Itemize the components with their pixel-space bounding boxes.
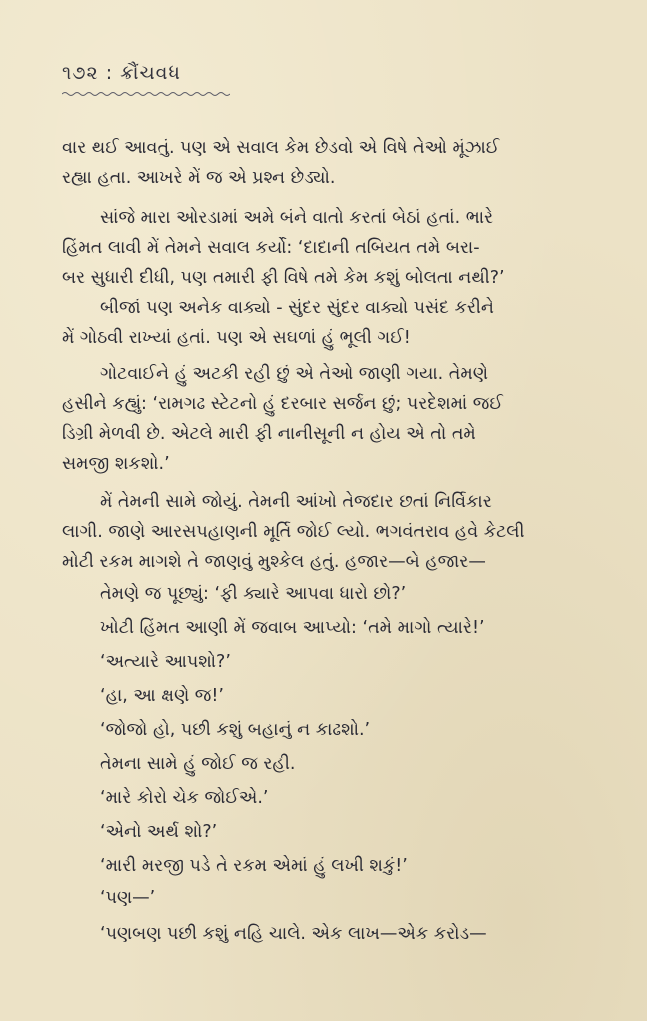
- running-head: ૧૭૨ : ક્રૌંચવધ: [62, 62, 181, 84]
- text-line: ‘મારી મરજી પડે તે રકમ એમાં હું લખી શકું!’: [100, 856, 408, 876]
- text-line: હિંમત લાવી મેં તેમને સવાલ કર્યો: ‘દાદાની તબિયત તમે બરા-: [62, 238, 480, 258]
- text-line: ‘હા, આ ક્ષણે જ!’: [100, 686, 224, 706]
- text-line: ‘પણ—’: [100, 888, 156, 908]
- text-line: મેં તેમની સામે જોયું. તેમની આંખો તેજદાર છતાં નિર્વિકાર: [100, 492, 492, 512]
- text-line: ‘જોજો હો, પછી કશું બહાનું ન કાઢશો.’: [100, 720, 371, 740]
- text-line: તેમના સામે હું જોઈ જ રહી.: [100, 754, 296, 774]
- text-line: ગોટવાઈને હું અટકી રહી છું એ તેઓ જાણી ગયા. તેમણે: [100, 364, 489, 384]
- text-line: ‘પણબણ પછી કશું નહિ ચાલે. એક લાખ—એક કરોડ—: [100, 924, 487, 944]
- text-line: મેં ગોઠવી રાખ્યાં હતાં. પણ એ સઘળાં હું ભૂલી ગઈ!: [62, 328, 411, 348]
- text-line: ‘મારે કોરો ચેક જોઈએ.’: [100, 788, 269, 808]
- text-line: ‘અત્યારે આપશો?’: [100, 652, 231, 672]
- text-line: ડિગ્રી મેળવી છે. એટલે મારી ફી નાનીસૂની ન હોય એ તો તમે: [62, 424, 476, 444]
- text-line: તેમણે જ પૂછ્યું: ‘ફી ક્યારે આપવા ધારો છો?’: [100, 584, 407, 604]
- decorative-wavy-rule: [62, 90, 230, 98]
- text-line: સાંજે મારા ઓરડામાં અમે બંને વાતો કરતાં બેઠાં હતાં. ભારે: [100, 208, 494, 228]
- text-line: બર સુધારી દીધી, પણ તમારી ફી વિષે તમે કેમ કશું બોલતા નથી?’: [62, 268, 505, 288]
- text-line: વાર થઈ આવતું. પણ એ સવાલ કેમ છેડવો એ વિષે તેઓ મૂંઝાઈ: [62, 138, 500, 158]
- text-line: રહ્યા હતા. આખરે મેં જ એ પ્રશ્ન છેડ્યો.: [62, 168, 336, 188]
- text-line: હસીને કહ્યું: ‘રામગઢ સ્ટેટનો હું દરબાર સર્જન છું; પરદેશમાં જઈ: [62, 394, 503, 414]
- text-line: સમજી શકશો.’: [62, 454, 170, 474]
- text-line: લાગી. જાણે આરસપહાણની મૂર્તિ જોઈ લ્યો. ભગવંતરાવ હવે કેટલી: [62, 522, 525, 542]
- text-line: ‘એનો અર્થ શો?’: [100, 822, 218, 842]
- text-line: બીજાં પણ અનેક વાક્યો - સુંદર સુંદર વાક્યો પસંદ કરીને: [100, 298, 494, 318]
- text-line: ખોટી હિંમત આણી મેં જવાબ આપ્યો: ‘તમે માગો ત્યારે!’: [100, 618, 485, 638]
- text-line: મોટી રકમ માગશે તે જાણવું મુશ્કેલ હતું. હજાર—બે હજાર—: [62, 552, 486, 572]
